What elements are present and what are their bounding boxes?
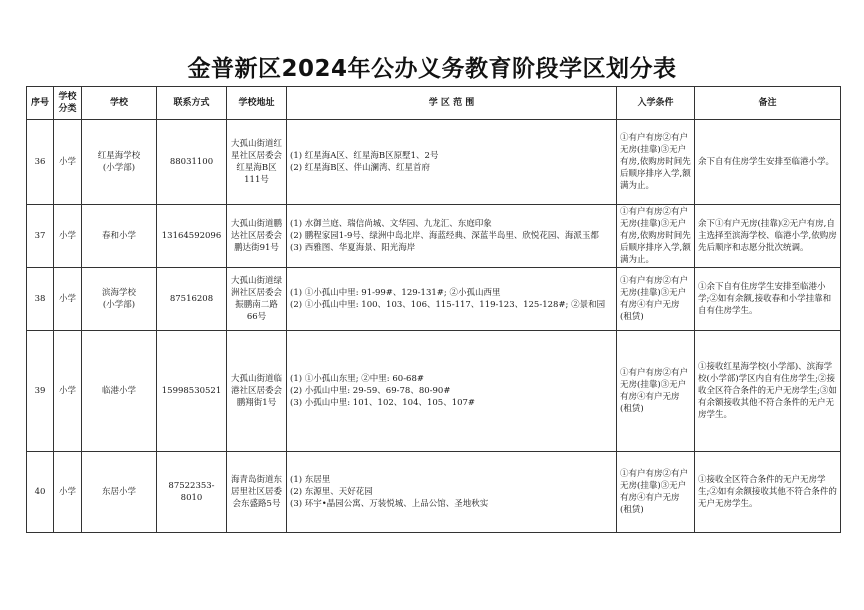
cell-seq: 38 xyxy=(27,268,54,331)
header-seq: 序号 xyxy=(27,87,54,120)
cell-notes: ①接收全区符合条件的无户无房学生;②如有余额接收其他不符合条件的无户无房学生。 xyxy=(695,452,841,533)
school-name-line: 临港小学 xyxy=(101,386,136,396)
table-row xyxy=(27,205,841,268)
cell-scope xyxy=(287,331,617,452)
scope-line: (1) ①小孤山东里; ②中里: 60-68# xyxy=(290,374,425,384)
scope-line: (1) 红星海A区、红星海B区原墅1、2号 xyxy=(290,151,439,161)
scope-line: (1) ①小孤山中里: 91-99#、129-131#; ②小孤山西里 xyxy=(290,288,501,298)
scope-line: (2) 红星海B区、伴山澜湾、红星首府 xyxy=(290,163,430,173)
scope-line: (2) 小孤山中里: 29-59、69-78、80-90# xyxy=(290,386,451,396)
scope-line: (1) 水御兰庭、瑞信尚城、文华园、九龙汇、东庭印象 xyxy=(290,219,492,229)
cell-contact: 15998530521 xyxy=(157,331,227,452)
scope-line: (3) 环宇•晶园公寓、万装悦城、上品公馆、圣地秋实 xyxy=(290,499,489,509)
cell-notes: 余下①有户无房(挂靠)②无户有房,自主选择至滨海学校、临港小学,依购房先后顺序和志愿分批次统调。 xyxy=(695,205,841,268)
school-name-line: (小学部) xyxy=(102,300,136,310)
scope-line: (2) 东源里、天好花园 xyxy=(290,487,373,497)
school-name-line: 东居小学 xyxy=(101,487,136,497)
cell-notes: ①余下自有住房学生安排至临港小学;②如有余额,接收春和小学挂靠和自有住房学生。 xyxy=(695,268,841,331)
cell-scope xyxy=(287,120,617,205)
cell-category: 小学 xyxy=(54,205,82,268)
scope-line: (3) 小孤山中里: 101、102、104、105、107# xyxy=(290,398,476,408)
cell-conditions: ①有户有房②有户无房(挂靠)③无户有房,依购房时间先后顺序排序入学,额满为止。 xyxy=(617,205,695,268)
cell-contact: 88031100 xyxy=(157,120,227,205)
cell-conditions: ①有户有房②有户无房(挂靠)③无户有房,依购房时间先后顺序排序入学,额满为止。 xyxy=(617,120,695,205)
table-row xyxy=(27,452,841,533)
school-name-line: 红星海学校 xyxy=(97,151,141,161)
scope-line: (3) 西雅图、华夏海景、阳光海岸 xyxy=(290,243,416,253)
header-conditions: 入学条件 xyxy=(617,87,695,120)
cell-seq: 36 xyxy=(27,120,54,205)
cell-category: 小学 xyxy=(54,331,82,452)
cell-address: 大孤山街道红星社区居委会红星海B区111号 xyxy=(227,120,287,205)
cell-seq: 40 xyxy=(27,452,54,533)
cell-school xyxy=(82,205,157,268)
cell-category: 小学 xyxy=(54,120,82,205)
cell-category: 小学 xyxy=(54,268,82,331)
header-category: 学校分类 xyxy=(54,87,82,120)
scope-line: (2) ①小孤山中里: 100、103、106、115-117、119-123、125-128#; ②景和园 xyxy=(290,300,606,310)
cell-notes: ①接收红星海学校(小学部)、滨海学校(小学部)学区内自有住房学生;②接收全区符合条件的无户无房学生;③如有余额接收其他不符合条件的无户无房学生。 xyxy=(695,331,841,452)
table-row xyxy=(27,120,841,205)
cell-seq: 37 xyxy=(27,205,54,268)
cell-school xyxy=(82,120,157,205)
cell-conditions: ①有户有房②有户无房(挂靠)③无户有房④有户无房(租赁) xyxy=(617,268,695,331)
cell-contact: 87516208 xyxy=(157,268,227,331)
scope-line: (1) 东居里 xyxy=(290,475,331,485)
table-row xyxy=(27,331,841,452)
cell-category: 小学 xyxy=(54,452,82,533)
cell-scope xyxy=(287,452,617,533)
header-school: 学校 xyxy=(82,87,157,120)
school-name-line: 春和小学 xyxy=(101,231,136,241)
header-address: 学校地址 xyxy=(227,87,287,120)
cell-conditions: ①有户有房②有户无房(挂靠)③无户有房④有户无房(租赁) xyxy=(617,452,695,533)
cell-school xyxy=(82,452,157,533)
cell-conditions: ①有户有房②有户无房(挂靠)③无户有房④有户无房(租赁) xyxy=(617,331,695,452)
school-name-line: (小学部) xyxy=(102,163,136,173)
table-row xyxy=(27,268,841,331)
header-contact: 联系方式 xyxy=(157,87,227,120)
cell-contact: 13164592096 xyxy=(157,205,227,268)
cell-address: 大孤山街道临港社区居委会鹏翔街1号 xyxy=(227,331,287,452)
cell-address: 海青岛街道东居里社区居委会东盛路5号 xyxy=(227,452,287,533)
cell-scope xyxy=(287,268,617,331)
cell-seq: 39 xyxy=(27,331,54,452)
cell-address: 大孤山街道绿洲社区居委会振鹏南二路66号 xyxy=(227,268,287,331)
cell-contact: 87522353-8010 xyxy=(157,452,227,533)
header-notes: 备注 xyxy=(695,87,841,120)
cell-school xyxy=(82,268,157,331)
cell-school xyxy=(82,331,157,452)
cell-notes: 余下自有住房学生安排至临港小学。 xyxy=(695,120,841,205)
school-name-line: 滨海学校 xyxy=(101,288,136,298)
header-scope: 学 区 范 围 xyxy=(287,87,617,120)
cell-address: 大孤山街道鹏达社区居委会鹏达街91号 xyxy=(227,205,287,268)
table-header-row xyxy=(27,87,841,120)
page-title: 金普新区2024年公办义务教育阶段学区划分表 xyxy=(187,56,677,82)
cell-scope xyxy=(287,205,617,268)
school-district-table xyxy=(26,86,841,533)
scope-line: (2) 鹏程家园1-9号、绿洲中岛北岸、海蓝经典、深蓝半岛里、欣悦花园、海派玉都 xyxy=(290,231,599,241)
